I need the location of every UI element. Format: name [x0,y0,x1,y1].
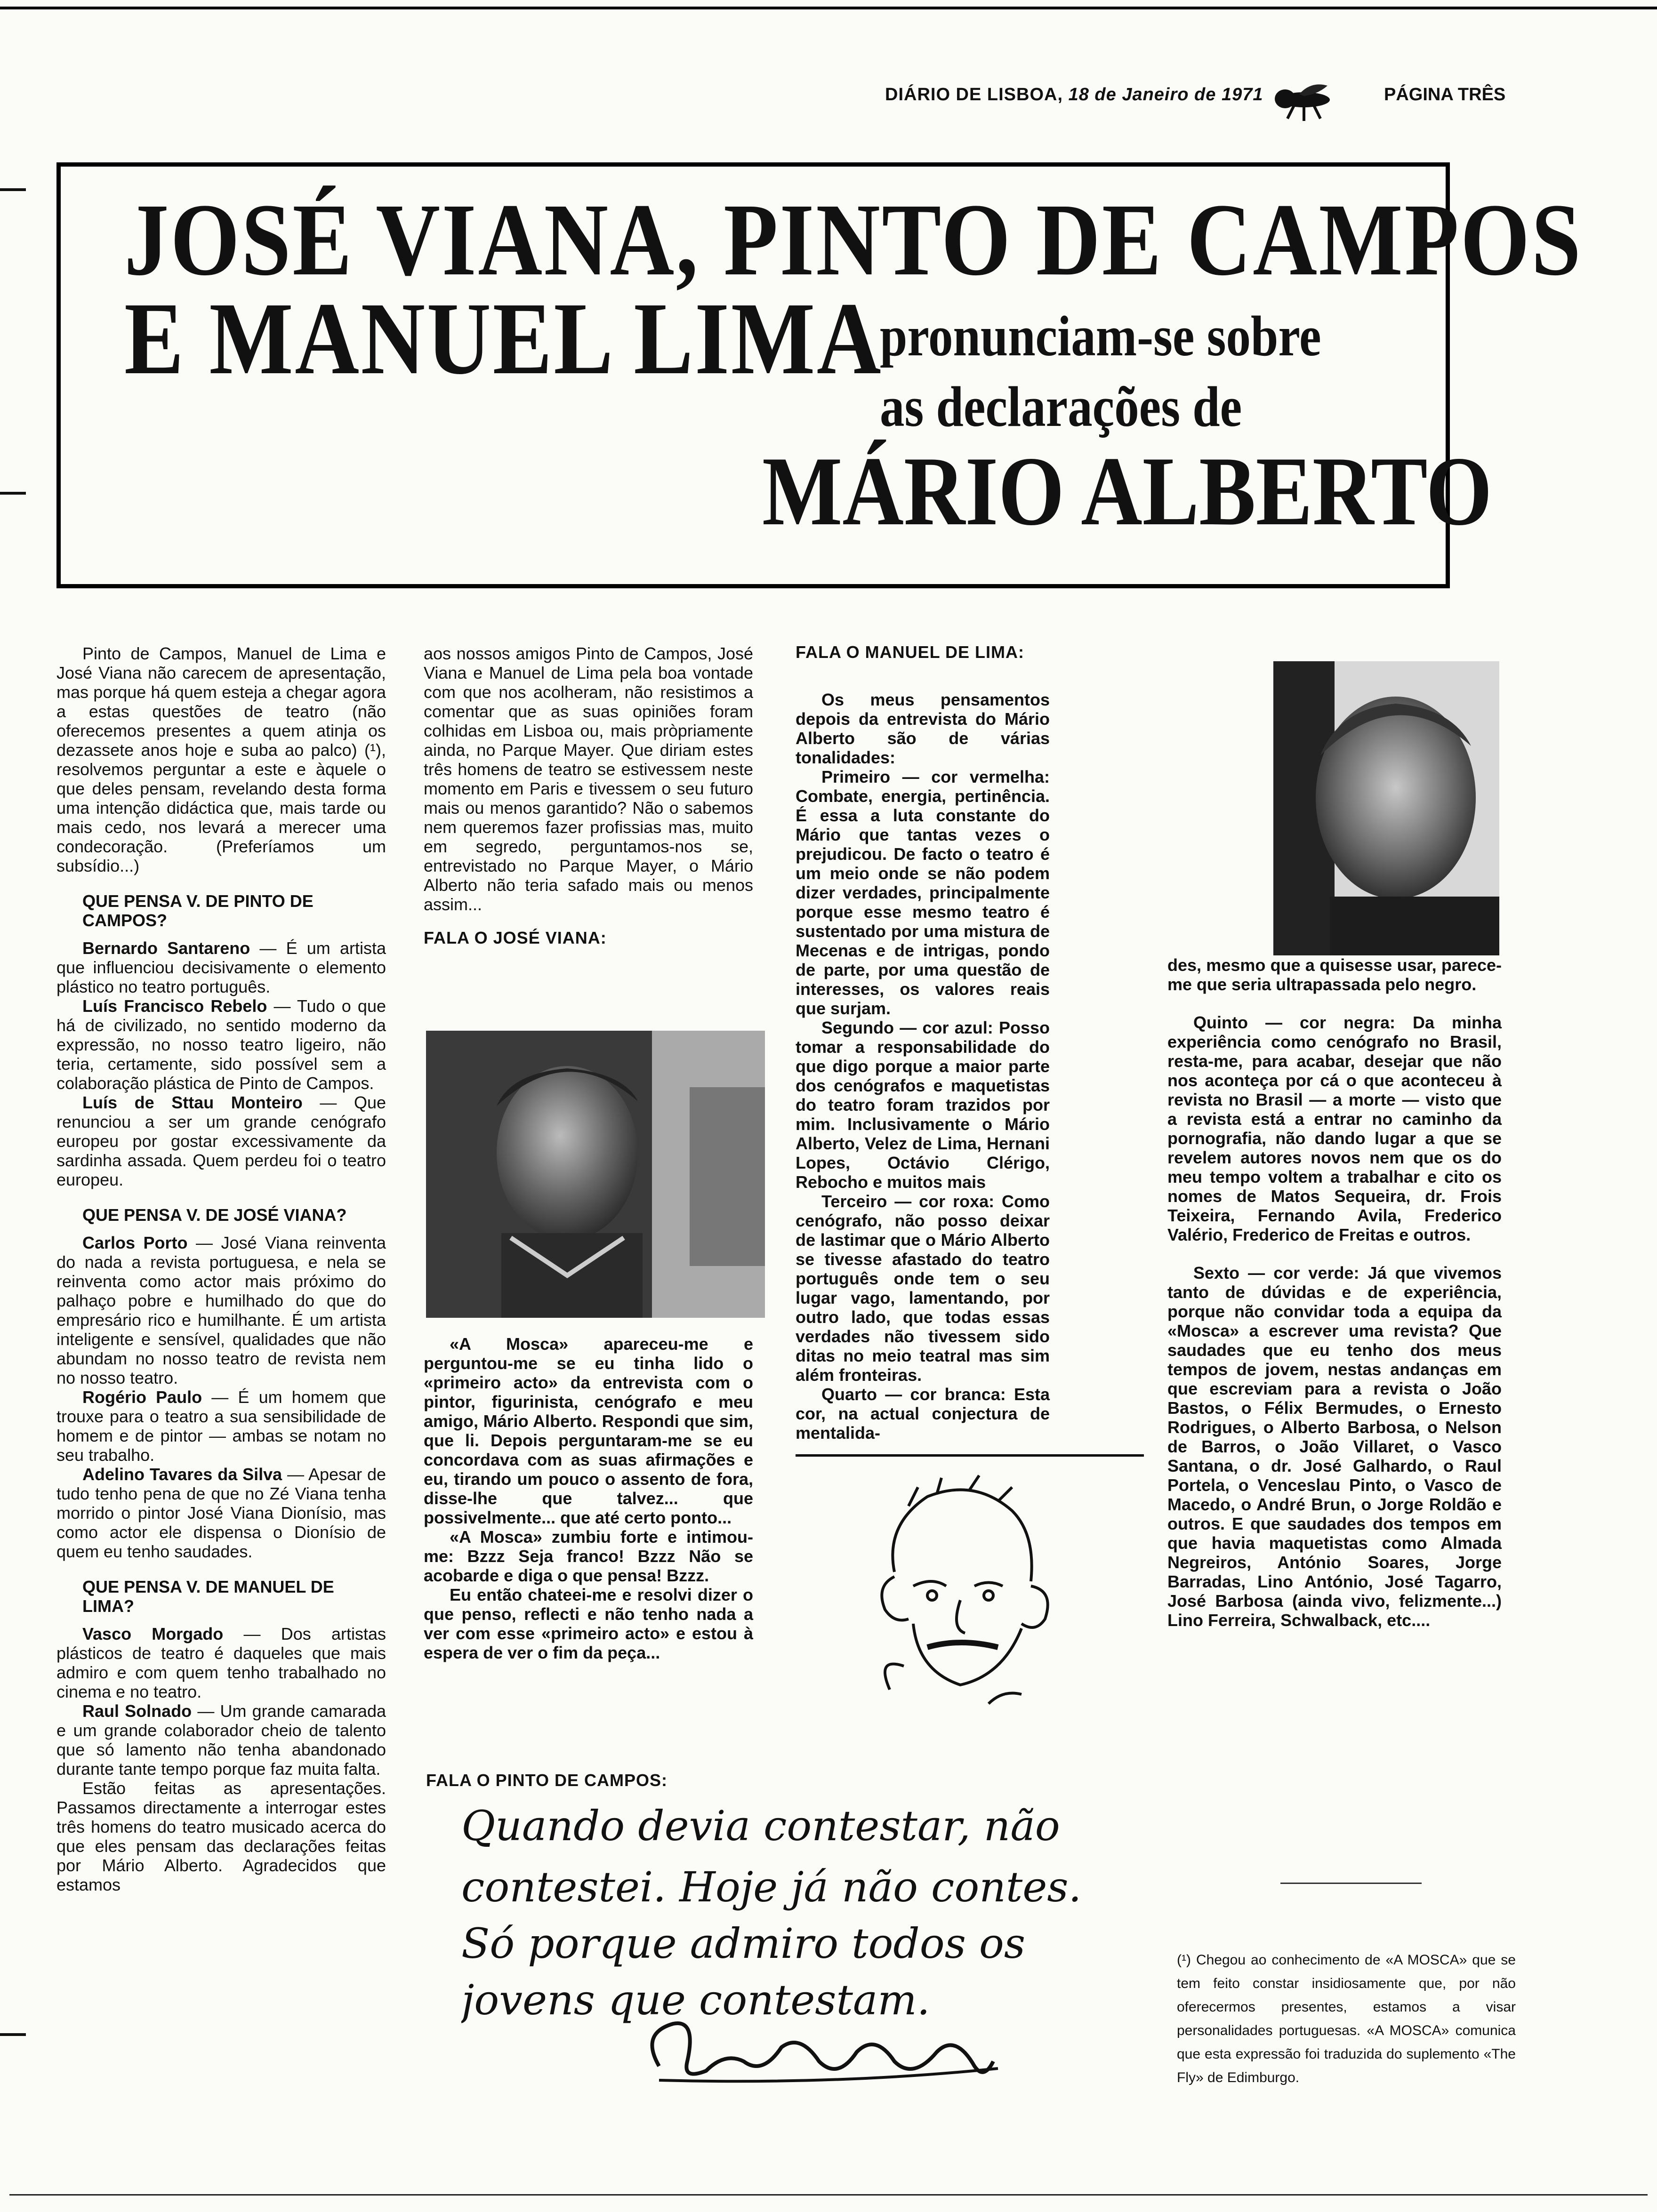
page-number: PÁGINA TRÊS [1384,85,1506,104]
answer-text: — José Viana reinventa do nada a revista portuguesa, e nela se reinventa como actor mais próximo do palhaço pobre e humilhado do que do empresário rico e humilhante. É um artista inteligente e sensível, qualidades que não abundam no nosso teatro de revista nem no nosso teatro. [56,1233,386,1387]
column-4 [1167,955,1502,1630]
lima-paragraph-5: Quarto — cor branca: Esta cor, na actual conjectura de mentalida- [796,1385,1050,1443]
lima-paragraph-3: Segundo — cor azul: Posso tomar a responsabilidade do que digo porque a maior parte dos cenógrafos e maquetistas do teatro foram trazidos por mim. Inclusivamente o Mário Alberto, Velez de Lima, Hernani Lopes, Octávio Clérigo, Rebocho e muitos mais [796,1018,1050,1192]
column-divider [796,1454,1144,1457]
answer-text: — Tudo o que há de civilizado, no sentido moderno da expressão, no nosso teatro ligeiro, não teria, certamente, sido possível sem a colaboração plástica de Pinto de Campos. [56,996,386,1093]
answer-name: Raul Solnado [82,1701,192,1721]
hand-line-2: contestei. Hoje já não contes. [461,1863,1082,1911]
answer-text: — Dos artistas plásticos de teatro é daqueles que mais admiro e com quem tenho trabalhado no cinema e no teatro. [56,1624,386,1701]
margin-mark [0,492,26,495]
headline-subline-1: pronunciam-se sobre [880,305,1321,368]
paper-name: DIÁRIO DE LISBOA, [885,85,1063,104]
column-1 [56,644,386,1894]
lima-paragraph-7: Quinto — cor negra: Da minha experiência como cenógrafo no Brasil, resta-me, para acabar, desejar que não nos aconteça por cá o que aconteceu à revista no Brasil — a morte — visto que a revista está a entrar no caminho da pornografia, não dando lugar a que se revelem autores novos nem que os do meu tempo voltem a trabalhar e cito os nomes de Matos Sequeira, dr. Frois Teixeira, Fernando Avila, Frederico Valério, Frederico de Freitas e outros. [1167,1013,1502,1244]
continuation-paragraph: aos nossos amigos Pinto de Campos, José Viana e Manuel de Lima pela boa vontade com que nos acolheram, não resistimos a comentar que as suas opiniões foram colhidas em Lisboa ou, mais pròpriamente ainda, no Parque Mayer. Que diriam estes três homens de teatro se estivessem neste momento em Paris e tivessem o seu futuro mais ou menos garantido? Não o sabemos nem queremos fazer profissias mas, muito em segredo, perguntamos-nos se, entrevistado no Parque Mayer, o Mário Alberto não teria safado mais ou menos assim... [424,644,753,914]
answer-name: Rogério Paulo [82,1387,202,1407]
bottom-rule [9,2194,1648,2196]
answer-text: — Apesar de tudo tenho pena de que no Zé Viana tenha morrido o pintor José Viana Dionísio, mas como actor ele dispensa o Dionísio de quem eu tenho saudades. [56,1465,386,1561]
hand-line-4: jovens que contestam. [461,1976,930,2024]
issue-date: 18 de Janeiro de 1971 [1068,85,1263,104]
viana-paragraph-1: «A Mosca» apareceu-me e perguntou-me se eu tinha lido o «primeiro acto» da entrevista com o pintor, figurinista, cenógrafo e meu amigo, Mário Alberto. Respondi que sim, que li. Depois perguntaram-me se eu concordava com as suas afirmações e eu, tirando um pouco o assento de fora, disse-lhe que talvez... que possivelmente... que até certo ponto... [424,1334,753,1527]
answer-name: Carlos Porto [82,1233,188,1252]
photo-manuel-de-lima [1273,661,1499,955]
section-heading-jose-viana: FALA O JOSÉ VIANA: [424,928,607,947]
footnote: (¹) Chegou ao conhecimento de «A MOSCA» que se tem feito constar insidiosamente que, por não oferecermos presentes, estamos a visar personalidades portuguesas. «A MOSCA» comunica que esta expressão foi traduzida do suplemento «The Fly» de Edimburgo. [1177,1952,1516,2085]
photo-jose-viana [426,1031,765,1318]
section-heading-pinto-de-campos: FALA O PINTO DE CAMPOS: [426,1771,668,1790]
intro-paragraph: Pinto de Campos, Manuel de Lima e José Viana não carecem de apresentação, mas porque há quem esteja a chegar agora a estas questões de teatro (não oferecemos presentes a quem atinja os dezassete anos hoje e suba ao palco) (¹), resolvemos perguntar a este e àquele o que deles pensam, revelando desta forma uma intenção didáctica que, mais tarde ou mais cedo, nos levará a merecer uma condecoração. (Preferíamos um subsídio...) [56,644,386,875]
signature-pinto-de-campos [652,2023,998,2081]
answer-text: — É um homem que trouxe para o teatro a sua sensibilidade de homem e de pintor — ambas se notam no seu trabalho. [56,1387,386,1465]
lima-paragraph-6: des, mesmo que a quisesse usar, parece-me que seria ultrapassada pelo negro. [1167,955,1502,994]
headline-name: MÁRIO ALBERTO [762,437,1492,546]
hand-line-3: Só porque admiro todos os [461,1919,1026,1968]
headline-box [56,162,1583,588]
column-3 [796,642,1130,1443]
answer-name: Luís Francisco Rebelo [82,996,267,1016]
lima-paragraph-2: Primeiro — cor vermelha: Combate, energia, pertinência. É essa a luta constante do Mário que tantas vezes o prejudicou. De facto o teatro é um meio onde se não podem dizer verdades, principalmente porque esse mesmo teatro é sustentado por uma mistura de Mecenas e de intrigas, pondo de parte, por uma questão de interesses, os valores reais que surjam. [796,767,1050,1018]
viana-paragraph-2: «A Mosca» zumbiu forte e intimou-me: Bzzz Seja franco! Bzzz Não se acobarde e diga o que pensa! Bzzz. [424,1527,753,1585]
lima-paragraph-1: Os meus pensamentos depois da entrevista do Mário Alberto são de várias tonalidades: [796,690,1050,767]
margin-mark [0,2033,26,2036]
jose-viana-text [424,1334,753,1662]
closing-paragraph: Estão feitas as apresentações. Passamos directamente a interrogar estes três homens do teatro musicado acerca do que eles pensam das declarações feitas por Mário Alberto. Agradecidos que estamos [56,1779,386,1894]
fly-icon [1266,81,1337,123]
question-jose-viana: QUE PENSA V. DE JOSÉ VIANA? [82,1205,347,1225]
answer-name: Vasco Morgado [82,1624,224,1643]
hand-line-1: Quando devia contestar, não [461,1802,1060,1850]
lima-paragraph-4: Terceiro — cor roxa: Como cenógrafo, não posso deixar de lastimar que o Mário Alberto se tivesse afastado do teatro português onde tem o seu lugar vago, lamentando, por outro lado, que todas essas verdades não tivessem sido ditas no meio teatral mas sim além fronteiras. [796,1192,1050,1385]
headline-line-1: JOSÉ VIANA, PINTO DE CAMPOS [124,182,1583,297]
viana-paragraph-3: Eu então chateei-me e resolvi dizer o que penso, reflecti e não tenho nada a ver com esse «primeiro acto» e estou à espera de ver o fim da peça... [424,1585,753,1662]
footnote-divider [1280,1883,1422,1884]
question-pinto-de-campos: QUE PENSA V. DE PINTO DE CAMPOS? [82,891,314,930]
answer-name: Bernardo Santareno [82,938,250,958]
question-manuel-de-lima: QUE PENSA V. DE MANUEL DE LIMA? [82,1577,334,1616]
answer-text: — É um artista que influenciou decisivamente o elemento plástico no teatro português. [56,938,386,996]
answer-name: Adelino Tavares da Silva [82,1465,282,1484]
column-2 [424,644,753,957]
lima-paragraph-8: Sexto — cor verde: Já que vivemos tanto de dúvidas e de experiência, porque não convidar toda a equipa da «Mosca» a escrever uma revista? Que saudades que eu tenho dos meus tempos de jovem, nestas andanças em que escreviam para a revista o João Bastos, o Félix Bermudes, o Ernesto Rodrigues, o Alberto Barbosa, o Nelson de Barros, o João Villaret, o Vasco Santana, o dr. José Galhardo, o Raul Portela, o Venceslau Pinto, o Vasco de Macedo, o André Brun, o Jorge Roldão e outros. E que saudades dos tempos em que havia maquetistas como Almada Negreiros, António Soares, Jorge Barradas, Lino António, José Tagarro, José Barbosa (ainda vivo, felizmente...) Lino Ferreira, Schwalback, etc.... [1167,1263,1502,1630]
answer-text: — Que renunciou a ser um grande cenógrafo europeu por gostar excessivamente da sardinha assada. Quem perdeu foi o teatro europeu. [56,1093,386,1189]
headline-subline-2: as declarações de [880,375,1242,439]
top-rule [0,7,1657,9]
headline-line-2: E MANUEL LIMA [124,281,883,396]
section-heading-manuel-de-lima: FALA O MANUEL DE LIMA: [796,642,1024,662]
margin-mark [0,188,26,191]
answer-text: — Um grande camarada e um grande colaborador cheio de talento que só lamento não tenha abandonado durante tante tempo porque faz muita falta. [56,1701,386,1779]
handwritten-note [461,1798,1111,2090]
sketch-caricature [833,1468,1116,1713]
answer-name: Luís de Sttau Monteiro [82,1093,303,1112]
